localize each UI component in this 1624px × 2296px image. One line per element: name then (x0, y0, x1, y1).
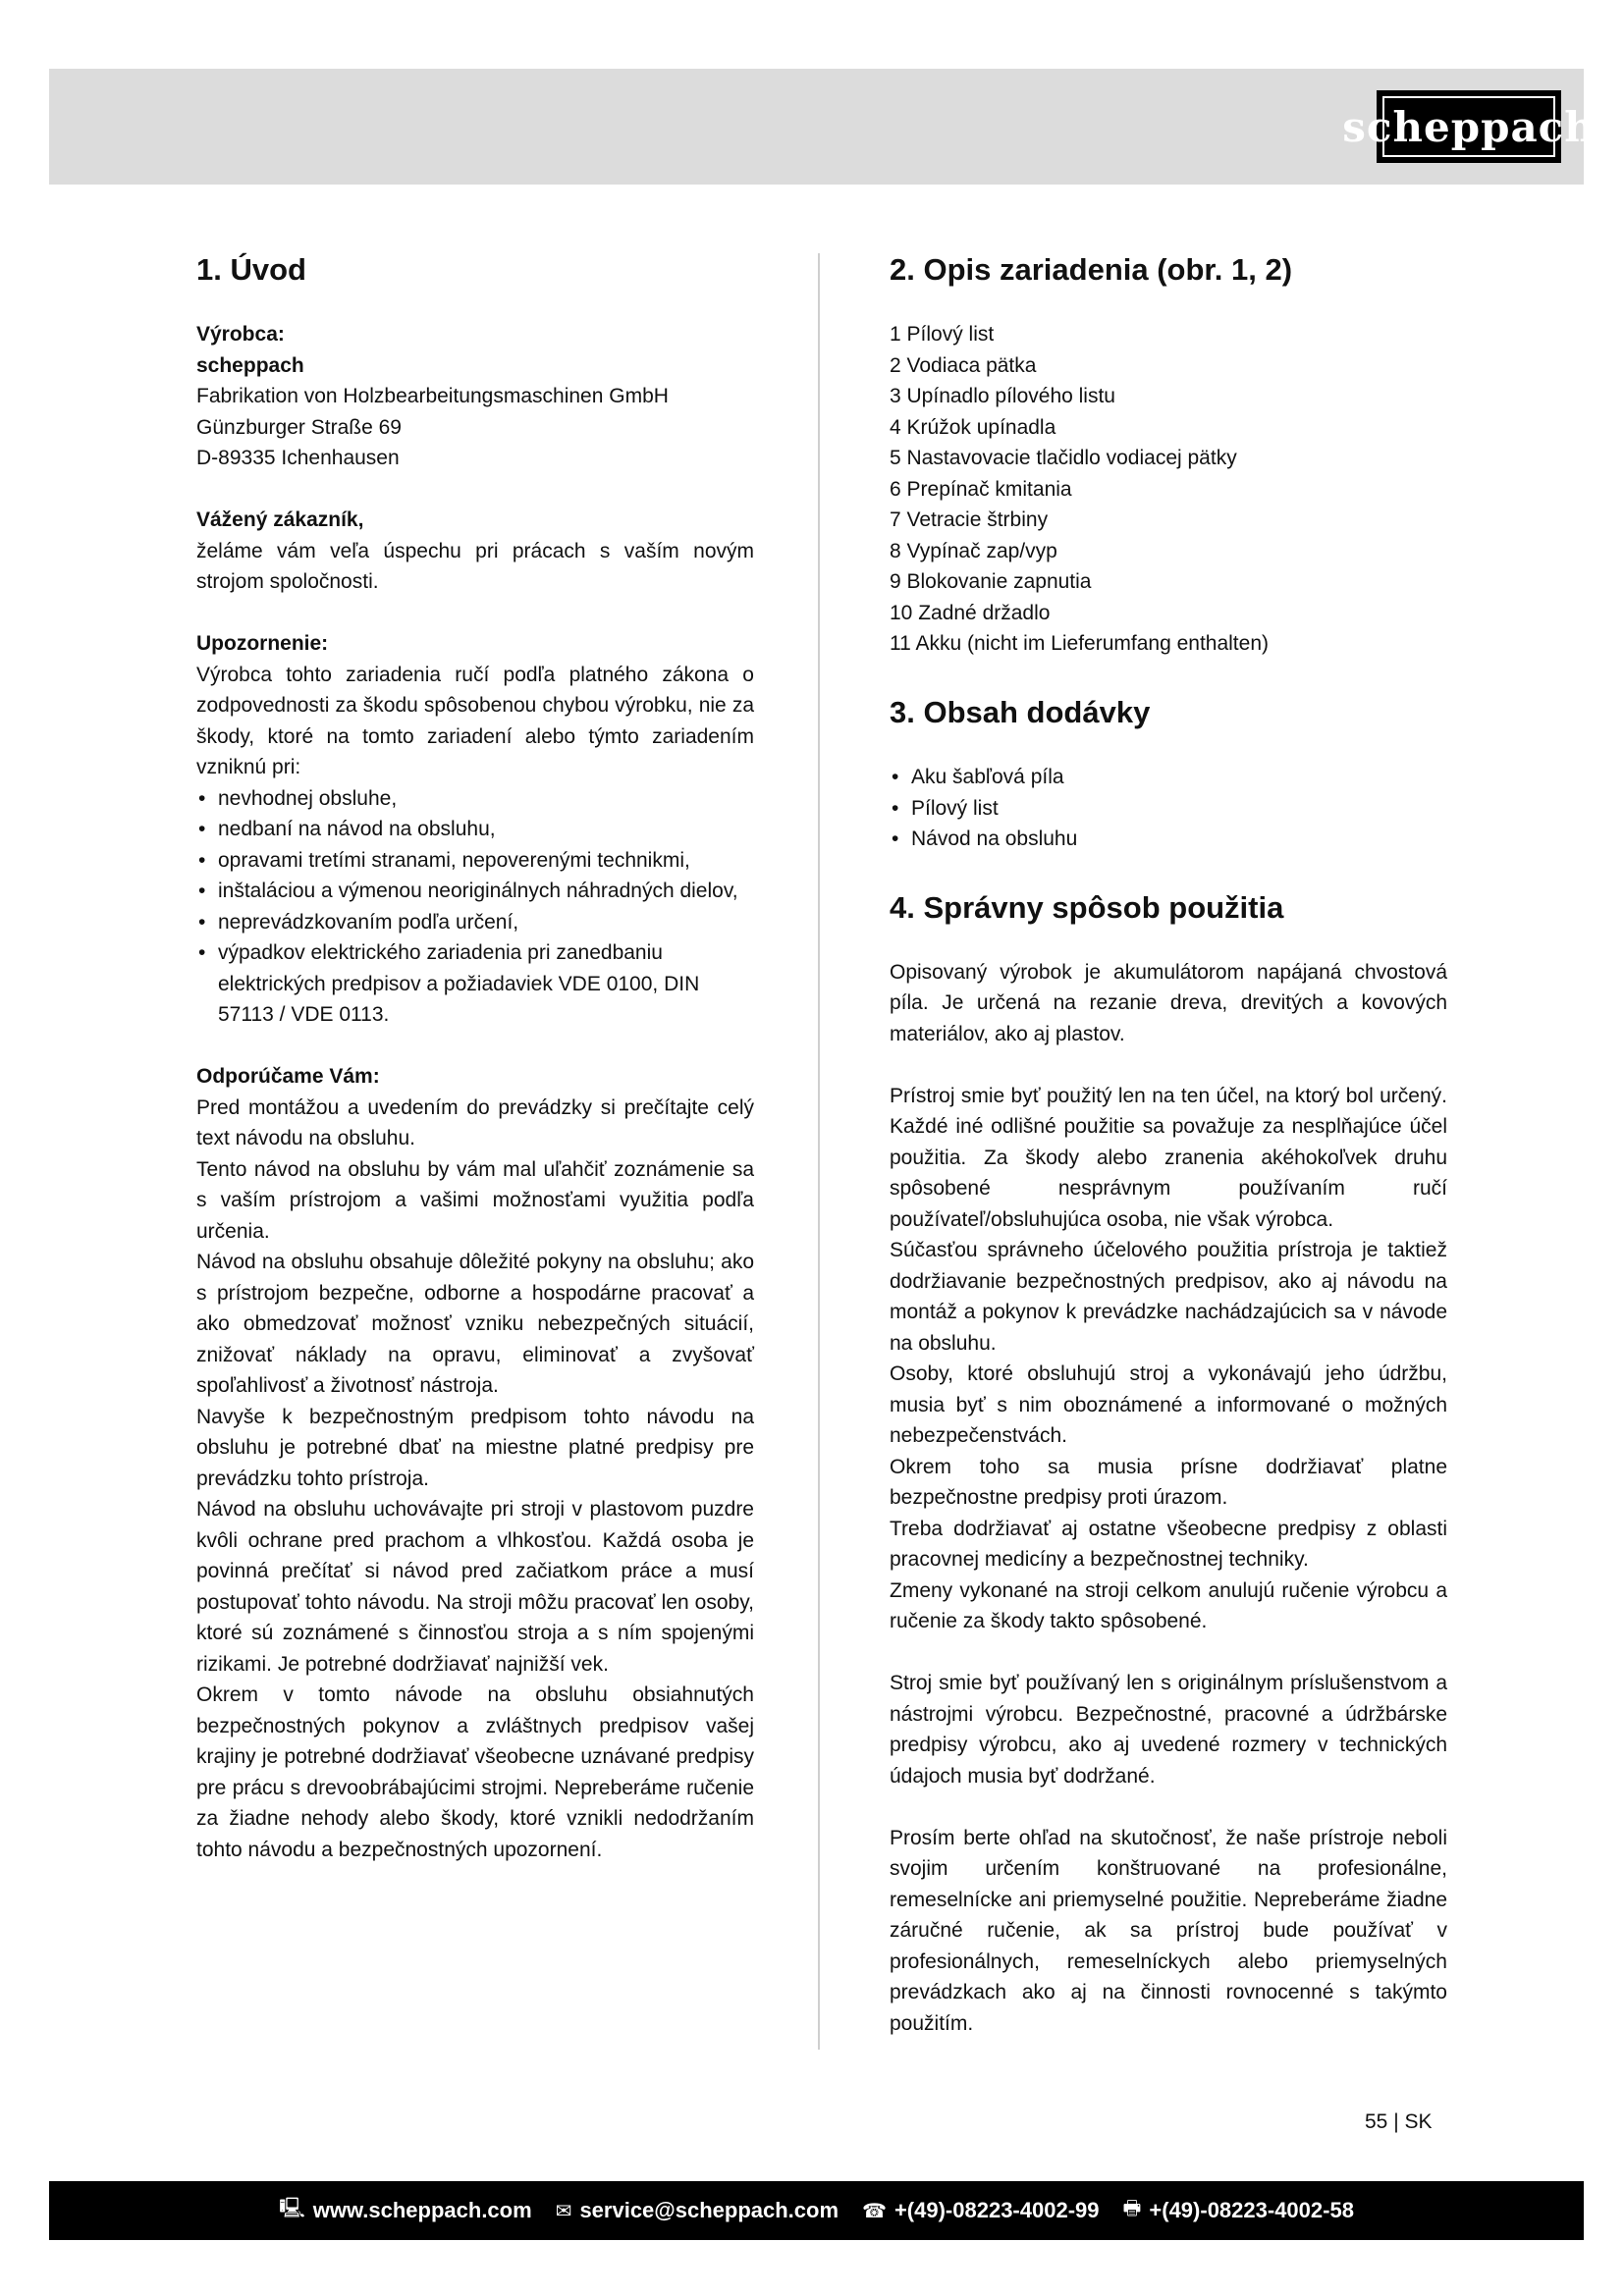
recommend-label: Odporúčame Vám: (196, 1065, 380, 1089)
dear-customer-text: želáme vám veľa úspechu pri prácach s vaším novým strojom spoločnosti. (196, 539, 754, 594)
recommend-paragraph: Pred montážou a uvedením do prevádzky si prečítajte celý text návodu na obsluhu. (196, 1095, 754, 1150)
notice-label: Upozornenie: (196, 632, 329, 656)
recommend-paragraph: Navyše k bezpečnostným predpisom tohto návodu na obsluhu je potrebné dbať na miestne platné predpisy pre prevádzku tohto prístroja. (196, 1405, 754, 1490)
usage-paragraph: Osoby, ktoré obsluhujú stroj a vykonávajú jeho údržbu, musia byť s nim oboznámené a informované o možných nebezpečenstvách. (890, 1362, 1447, 1448)
fax-text: +(49)-08223-4002-58 (1149, 2198, 1354, 2222)
usage-paragraph: Súčasťou správneho účelového použitia prístroja je taktiež dodržiavanie bezpečnostných predpisov, ako aj návodu na montáž a pokynov k prevádzke nachádzajúcich sa v návode na obsluhu. (890, 1239, 1447, 1355)
column-divider (818, 253, 820, 2050)
list-item: 6 Prepínač kmitania (890, 477, 1072, 501)
recommend-paragraph: Tento návod na obsluhu by vám mal uľahčiť zoznámenie sa s vaším prístrojom a vašimi možnosťami využitia podľa určenia. (196, 1157, 754, 1243)
footer-website[interactable] (279, 2194, 532, 2227)
mail-icon: ✉ (555, 2200, 572, 2222)
address-line: Günzburger Straße 69 (196, 415, 402, 439)
section-2-heading: 2. Opis zariadenia (obr. 1, 2) (890, 252, 1293, 287)
list-item: 5 Nastavovacie tlačidlo vodiacej pätky (890, 447, 1237, 470)
phone-text: +(49)-08223-4002-99 (893, 2198, 1100, 2222)
footer-phone (862, 2198, 1099, 2223)
address-line: D-89335 Ichenhausen (196, 447, 400, 470)
device-parts-list (890, 319, 1447, 660)
list-item: 9 Blokovanie zapnutia (890, 570, 1092, 594)
recommend-paragraph: Okrem v tomto návode na obsluhu obsiahnutých bezpečnostných pokynov a zvláštnych predpisov vašej krajiny je potrebné dodržiavať všeobecne uznávané predpisy pre prácu s drevoobrábajúcimi strojmi. Nepreberáme ručenie za žiadne nehody alebo škody, ktoré vznikli nedodržaním tohto návodu a bezpečnostných upozornení. (196, 1683, 754, 1861)
usage-paragraph: Zmeny vykonané na stroji celkom anulujú ručenie výrobcu a ručenie za škody takto spôsobené. (890, 1578, 1447, 1633)
list-item: 1 Pílový list (890, 323, 995, 347)
recommend-paragraph: Návod na obsluhu uchovávajte pri stroji v plastovom puzdre kvôli ochrane pred prachom a vlhkosťou. Každá osoba je povinná prečítať si návod pred začiatkom práce a musí postupovať tohto návodu. Na stroji môžu pracovať len osoby, ktoré sú zoznámené s činnosťou stroja a s ním spojenými rizikami. Je potrebné dodržiavať najnižší vek. (196, 1498, 754, 1676)
producer-label: Výrobca: (196, 323, 285, 347)
section-3-heading: 3. Obsah dodávky (890, 694, 1151, 729)
notice-text: Výrobca tohto zariadenia ručí podľa platného zákona o zodpovednosti za škodu spôsobenou chybou výrobku, nie za škody, ktoré na tomto zariadení alebo týmto zariadením vzniknú pri: (196, 663, 754, 779)
footer-email[interactable] (556, 2198, 839, 2223)
list-item: 2 Vodiaca pätka (890, 353, 1037, 377)
footer-bar (49, 2181, 1584, 2240)
dear-customer-label: Vážený zákazník, (196, 508, 364, 532)
list-item: • nedbaní na návod na obsluhu, (196, 814, 754, 845)
usage-paragraph: Stroj smie byť používaný len s originálnym príslušenstvom a nástrojmi výrobcu. Bezpečnostné, pracovné a údržbárske predpisy výrobcu, ako aj uvedené rozmery v technických údajoch musia byť dodržané. (890, 1672, 1447, 1788)
list-item: • Návod na obsluhu (890, 824, 1447, 855)
list-item: • Aku šabľová píla (890, 762, 1447, 793)
list-item: 8 Vypínač zap/vyp (890, 539, 1057, 562)
computer-icon: 🖳 (279, 2198, 305, 2219)
usage-paragraph: Opisovaný výrobok je akumulátorom napájaná chvostová píla. Je určená na rezanie dreva, drevitých a kovových materiálov, ako aj plastov. (890, 960, 1447, 1045)
producer-name: scheppach (196, 353, 304, 377)
fax-icon: 🖶 (1122, 2198, 1142, 2219)
usage-paragraph: Treba dodržiavať aj ostatne všeobecne predpisy z oblasti pracovnej medicíny a bezpečnostnej techniky. (890, 1517, 1447, 1572)
list-item: 11 Akku (nicht im Lieferumfang enthalten) (890, 632, 1269, 656)
usage-paragraph: Prístroj smie byť použitý len na ten účel, na ktorý bol určený. Každé iné odlišné použitie sa považuje za nesplňajúce účel použitia. Za škody alebo zranenia akéhokoľvek druhu spôsobené nesprávnym používaním ručí používateľ/obsluhujúca osoba, nie však výrobca. (890, 1084, 1447, 1231)
delivery-contents-list (890, 762, 1447, 855)
list-item: 7 Vetracie štrbiny (890, 508, 1049, 532)
list-item: • neprevádzkovaním podľa určení, (196, 907, 754, 938)
list-item: • nevhodnej obsluhe, (196, 783, 754, 815)
recommend-paragraph: Návod na obsluhu obsahuje dôležité pokyny na obsluhu; ako s prístrojom bezpečne, odborne a hospodárne pracovať a ako obmedzovať možnosť vzniku nebezpečných situácií, znižovať náklady na opravu, eliminovať a zvyšovať spoľahlivosť a životnosť nástroja. (196, 1251, 754, 1398)
address-line: Fabrikation von Holzbearbeitungsmaschinen GmbH (196, 385, 669, 408)
left-column (196, 250, 754, 1865)
list-item: • opravami tretími stranami, nepoverenými technikmi, (196, 845, 754, 877)
section-4-heading: 4. Správny spôsob použitia (890, 889, 1284, 925)
list-item: 4 Krúžok upínadla (890, 415, 1056, 439)
list-item: • výpadkov elektrického zariadenia pri zanedbaniu elektrických predpisov a požiadaviek VDE 0100, DIN 57113 / VDE 0113. (196, 937, 754, 1031)
usage-paragraph: Okrem toho sa musia prísne dodržiavať platne bezpečnostne predpisy proti úrazom. (890, 1455, 1447, 1510)
usage-paragraph: Prosím berte ohľad na skutočnosť, že naše prístroje neboli svojim určením konštruované na profesionálne, remeselnícke ani priemyselné použitie. Nepreberáme žiadne záručné ručenie, ak sa prístroj bude používať v profesionálnych, remeselníckych alebo priemyselných prevádzkach ako aj na činnosti rovnocenné s takýmto použitím. (890, 1826, 1447, 2035)
page-number: 55 | SK (1365, 2110, 1433, 2133)
website-text: www.scheppach.com (312, 2198, 532, 2222)
email-text: service@scheppach.com (579, 2198, 839, 2222)
list-item: 3 Upínadlo pílového listu (890, 385, 1115, 408)
footer-fax (1123, 2194, 1354, 2227)
list-item: • Pílový list (890, 793, 1447, 825)
phone-icon: ☎ (862, 2200, 887, 2222)
right-column (890, 250, 1447, 2039)
notice-list (196, 783, 754, 1031)
list-item: • inštaláciou a výmenou neoriginálnych náhradných dielov, (196, 876, 754, 907)
list-item: 10 Zadné držadlo (890, 601, 1051, 624)
scheppach-logo: scheppach (1377, 90, 1561, 163)
section-1-heading: 1. Úvod (196, 252, 306, 287)
